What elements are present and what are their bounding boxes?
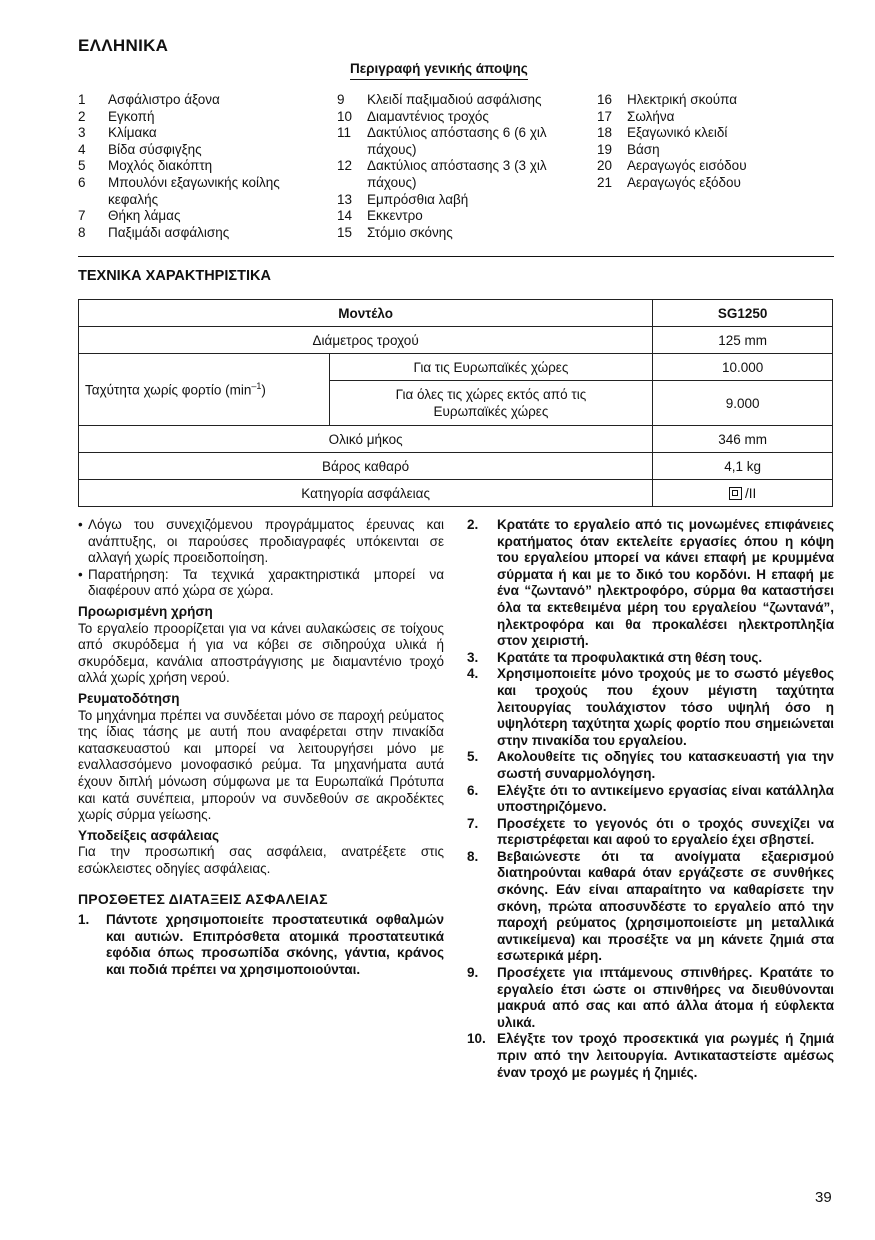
safety-rule: 10. Ελέγξτε τον τροχό προσεκτικά για ρωγμές ή ζημιά πριν από την λειτουργία. Αντικαταστείστε αμέσως έναν τροχό με ρωγμές ή ζημιές. bbox=[467, 1031, 834, 1080]
safety-rule: 2. Κρατάτε το εργαλείο από τις μονωμένες επιφάνειες κρατήματος όταν εκτελείτε εργασίες όπου η κόψη του εργαλείου μπορεί να κάνει επαφή με κρυμμένα σύρματα ή και με το δικό του κορδόνι. Η επαφή με ένα “ζωντανό” ηλεκτροφόρο, σύρμα θα καταστήσει όλα τα εκτεθειμένα μέρη του εργαλείου “ζωντανά”, ηλεκτροφόρα και θα προκαλέσει ηλεκτροπληξία στον χειριστή. bbox=[467, 517, 834, 649]
list-item: 9 Κλειδί παξιμαδιού ασφάλισης bbox=[337, 92, 542, 107]
list-item: 14 Εκκεντρο bbox=[337, 208, 423, 224]
table-row bbox=[79, 354, 833, 381]
parts-column-3 bbox=[597, 92, 834, 192]
additional-safety-title: ΠΡΟΣΘΕΤΕΣ ΔΙΑΤΑΞΕΙΣ ΑΣΦΑΛΕΙΑΣ bbox=[78, 891, 328, 908]
table-row bbox=[79, 480, 833, 507]
list-item: • Λόγω του συνεχιζόμενου προγράμματος έρευνας και ανάπτυξης, οι παρούσες προδιαγραφές υπόκεινται σε αλλαγή χωρίς προειδοποίηση. bbox=[78, 517, 444, 566]
net-weight-value: 4,1 kg bbox=[653, 453, 833, 480]
list-item: 2 Εγκοπή bbox=[78, 108, 155, 124]
safety-rule: 3. Κρατάτε τα προφυλακτικά στη θέση τους. bbox=[467, 649, 763, 665]
list-item: 4 Βίδα σύσφιγξης bbox=[78, 141, 202, 157]
speed-other-label: Για όλες τις χώρες εκτός από τις Ευρωπαϊκές χώρες bbox=[329, 381, 653, 426]
no-load-speed-label: Ταχύτητα χωρίς φορτίο $(\min^{-1})$ bbox=[79, 354, 330, 426]
table-row bbox=[79, 327, 833, 354]
parts-column-1 bbox=[78, 92, 316, 241]
overview-title: Περιγραφή γενικής άποψης bbox=[350, 61, 528, 80]
speed-other-value: 9.000 bbox=[653, 381, 833, 426]
model-value: SG1250 bbox=[653, 300, 833, 327]
list-item: 15 Στόμιο σκόνης bbox=[337, 224, 453, 240]
safety-class-value: /II bbox=[653, 480, 833, 507]
wheel-diameter-value: 125 mm bbox=[653, 327, 833, 354]
speed-eu-value: 10.000 bbox=[653, 354, 833, 381]
right-text-column bbox=[467, 517, 834, 1081]
page-number: 39 bbox=[815, 1189, 832, 1206]
left-text-column bbox=[78, 517, 444, 978]
safety-rule: 8. Βεβαιώνεστε ότι τα ανοίγματα εξαερισμού διατηρούνται καθαρά όταν εργάζεστε σε συνθήκες σκόνης. Εάν είναι απαραίτητο να καθαρίσετε την σκόνη, πρώτα αποσυνδέστε το εργαλείο από την παροχή ρεύματος (χρησιμοποιείστε μη μεταλλικά αντικείμενα) και προσέξτε να μη κάνετε ζημιά στα εσωτερικά μέρη. bbox=[467, 848, 834, 964]
list-item: 12 Δακτύλιος απόστασης 3 (3 χιλ πάχους) bbox=[337, 158, 547, 190]
list-item: 8 Παξιμάδι ασφάλισης bbox=[78, 224, 230, 240]
power-supply-text: Το μηχάνημα πρέπει να συνδέεται μόνο σε παροχή ρεύματος της ίδιας τάσης με αυτή που αναφέρεται στην πινακίδα κατασκευαστού και μπορεί να λειτουργήσει μόνο με εναλλασσόμενο μονοφασικό ρεύμα. Τα μηχανήματα αυτά έχουν διπλή μόνωση σύμφωνα με τα Ευρωπαϊκά Πρότυπα και κατά συνέπεια, μπορούν να συνδεθούν σε ακροδέκτες χωρίς σύρμα γείωσης. bbox=[78, 707, 444, 823]
double-insulation-icon bbox=[729, 487, 742, 500]
power-supply-title: Ρευματοδότηση bbox=[78, 690, 180, 706]
safety-rule: 6. Ελέγξτε ότι το αντικείμενο εργασίας είναι κατάλληλα υποστηριζόμενο. bbox=[467, 782, 834, 815]
safety-tips-title: Υποδείξεις ασφάλειας bbox=[78, 827, 219, 843]
list-item: • Παρατήρηση: Τα τεχνικά χαρακτηριστικά μπορεί να διαφέρουν από χώρα σε χώρα. bbox=[78, 566, 444, 599]
parts-column-2 bbox=[337, 92, 577, 241]
list-item: 10 Διαμαντένιος τροχός bbox=[337, 108, 489, 124]
overall-length-label: Ολικό μήκος bbox=[79, 426, 653, 453]
language-heading: ΕΛΛΗΝΙΚΑ bbox=[78, 36, 169, 55]
specifications-table bbox=[78, 299, 833, 507]
list-item: 19 Βάση bbox=[597, 141, 660, 157]
list-item: 16 Ηλεκτρική σκούπα bbox=[597, 92, 738, 107]
specifications-title: ΤΕΧΝΙΚΑ ΧΑΡΑΚΤΗΡΙΣΤΙΚΑ bbox=[78, 268, 271, 284]
list-item: 20 Αεραγωγός εισόδου bbox=[597, 158, 747, 174]
list-item: 7 Θήκη λάμας bbox=[78, 208, 181, 224]
table-row bbox=[79, 300, 833, 327]
net-weight-label: Βάρος καθαρό bbox=[79, 453, 653, 480]
model-label: Μοντέλο bbox=[79, 300, 653, 327]
list-item: 1 Ασφάλιστρο άξονα bbox=[78, 92, 220, 107]
safety-rule: 5. Ακολουθείτε τις οδηγίες του κατασκευαστή για την σωστή συναρμολόγηση. bbox=[467, 749, 834, 781]
safety-class-label: Κατηγορία ασφάλειας bbox=[79, 480, 653, 507]
list-item: 5 Μοχλός διακόπτη bbox=[78, 158, 213, 174]
table-row bbox=[79, 453, 833, 480]
list-item: 21 Αεραγωγός εξόδου bbox=[597, 174, 741, 190]
speed-eu-label: Για τις Ευρωπαϊκές χώρες bbox=[329, 354, 653, 381]
list-item: 13 Εμπρόσθια λαβή bbox=[337, 191, 469, 207]
list-item: 6 Μπουλόνι εξαγωνικής κοίλης κεφαλής bbox=[78, 174, 280, 207]
list-item: 3 Κλίμακα bbox=[78, 125, 157, 141]
section-divider bbox=[78, 256, 834, 257]
list-item: 17 Σωλήνα bbox=[597, 108, 675, 124]
list-item: 18 Εξαγωνικό κλειδί bbox=[597, 125, 728, 141]
overall-length-value: 346 mm bbox=[653, 426, 833, 453]
safety-rule: 4. Χρησιμοποιείτε μόνο τροχούς με το σωστό μέγεθος και τροχούς που έχουν μέγιστη ταχύτητα λειτουργίας τουλάχιστον τόσο υψηλή όσο η υψηλότερη ταχύτητα χωρίς φορτίο που σημειώνεται στην πινακίδα του εργαλείου. bbox=[467, 666, 834, 748]
intended-use-text: Το εργαλείο προορίζεται για να κάνει αυλακώσεις σε τοίχους από σκυρόδεμα ή για να κόβει σε σιδηρούχα υλικά ή σκυρόδεμα, κανάλια αποστράγγισης με διαμαντένιο τροχό αλλά χωρίς χρήση νερού. bbox=[78, 620, 444, 686]
safety-rule: 9. Προσέχετε για ιπτάμενους σπινθήρες. Κρατάτε το εργαλείο έτσι ώστε οι σπινθήρες να διευθύνονται μακρυά από σας και από άλλα άτομα ή εύφλεκτα υλικά. bbox=[467, 965, 834, 1030]
safety-tips-text: Για την προσωπική σας ασφάλεια, ανατρέξετε στις εσώκλειστες οδηγίες ασφάλειας. bbox=[78, 844, 444, 876]
safety-rule: 1. Πάντοτε χρησιμοποιείτε προστατευτικά οφθαλμών και αυτιών. Επιπρόσθετα ατομικά προστατευτικά εφόδια όπως προσωπίδα σκόνης, γάντια, κράνος και ποδιά πρέπει να χρησιμοποιούνται. bbox=[78, 912, 444, 977]
table-row bbox=[79, 426, 833, 453]
wheel-diameter-label: Διάμετρος τροχού bbox=[79, 327, 653, 354]
safety-rule: 7. Προσέχετε το γεγονός ότι ο τροχός συνεχίζει να περιστρέφεται και αφού το εργαλείο έχει σβηστεί. bbox=[467, 815, 834, 848]
intended-use-title: Προωρισμένη χρήση bbox=[78, 603, 213, 619]
list-item: 11 Δακτύλιος απόστασης 6 (6 χιλ πάχους) bbox=[337, 125, 547, 157]
